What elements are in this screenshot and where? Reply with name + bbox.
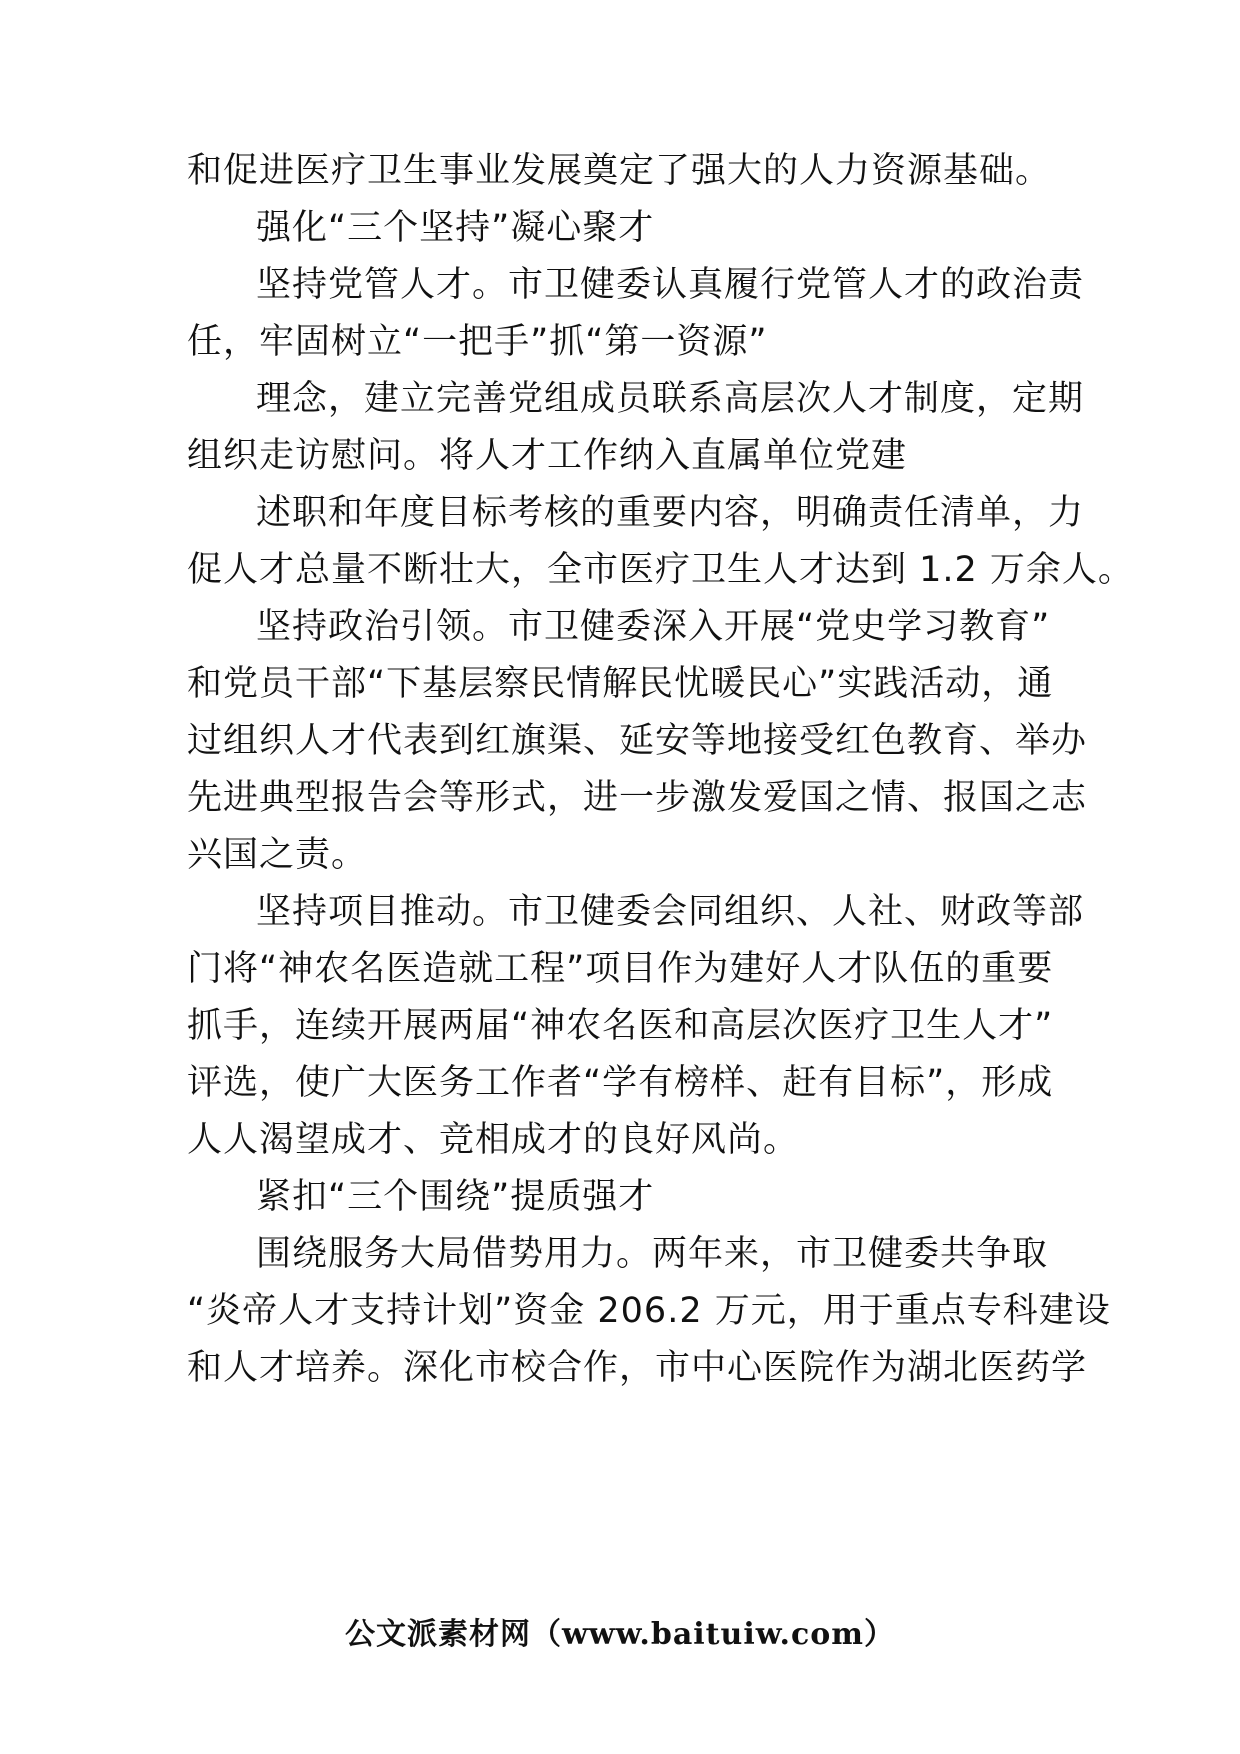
text-line: 先进典型报告会等形式，进一步激发爱国之情、报国之志 xyxy=(187,778,1088,818)
text-line: 过组织人才代表到红旗渠、延安等地接受红色教育、举办 xyxy=(187,721,1088,761)
text-line: 门将“神农名医造就工程”项目作为建好人才队伍的重要 xyxy=(187,949,1054,989)
text-line: “炎帝人才支持计划”资金 206.2 万元，用于重点专科建设 xyxy=(187,1291,1111,1331)
text-line: 坚持政治引领。市卫健委深入开展“党史学习教育” xyxy=(256,607,1051,647)
text-line: 围绕服务大局借势用力。两年来，市卫健委共争取 xyxy=(256,1234,1049,1274)
text-line: 坚持项目推动。市卫健委会同组织、人社、财政等部 xyxy=(256,892,1085,932)
text-line: 评选，使广大医务工作者“学有榜样、赶有目标”，形成 xyxy=(187,1063,1054,1103)
text-line: 理念，建立完善党组成员联系高层次人才制度，定期 xyxy=(256,379,1085,419)
text-line: 和人才培养。深化市校合作，市中心医院作为湖北医药学 xyxy=(187,1348,1088,1388)
text-line: 兴国之责。 xyxy=(187,835,368,875)
text-line: 述职和年度目标考核的重要内容，明确责任清单，力 xyxy=(256,493,1085,533)
section-heading: 紧扣“三个围绕”提质强才 xyxy=(256,1177,655,1217)
footer-watermark: 公文派素材网（www.baituiw.com） xyxy=(344,1617,896,1652)
text-line: 促人才总量不断壮大，全市医疗卫生人才达到 1.2 万余人。 xyxy=(187,550,1134,590)
text-line: 坚持党管人才。市卫健委认真履行党管人才的政治责 xyxy=(256,265,1085,305)
text-line: 人人渴望成才、竞相成才的良好风尚。 xyxy=(187,1120,800,1160)
section-heading: 强化“三个坚持”凝心聚才 xyxy=(256,208,655,248)
text-line: 和党员干部“下基层察民情解民忧暖民心”实践活动，通 xyxy=(187,664,1054,704)
text-line: 抓手，连续开展两届“神农名医和高层次医疗卫生人才” xyxy=(187,1006,1054,1046)
text-line: 和促进医疗卫生事业发展奠定了强大的人力资源基础。 xyxy=(187,151,1052,191)
text-line: 任，牢固树立“一把手”抓“第一资源” xyxy=(187,322,768,362)
text-line: 组织走访慰问。将人才工作纳入直属单位党建 xyxy=(187,436,908,476)
